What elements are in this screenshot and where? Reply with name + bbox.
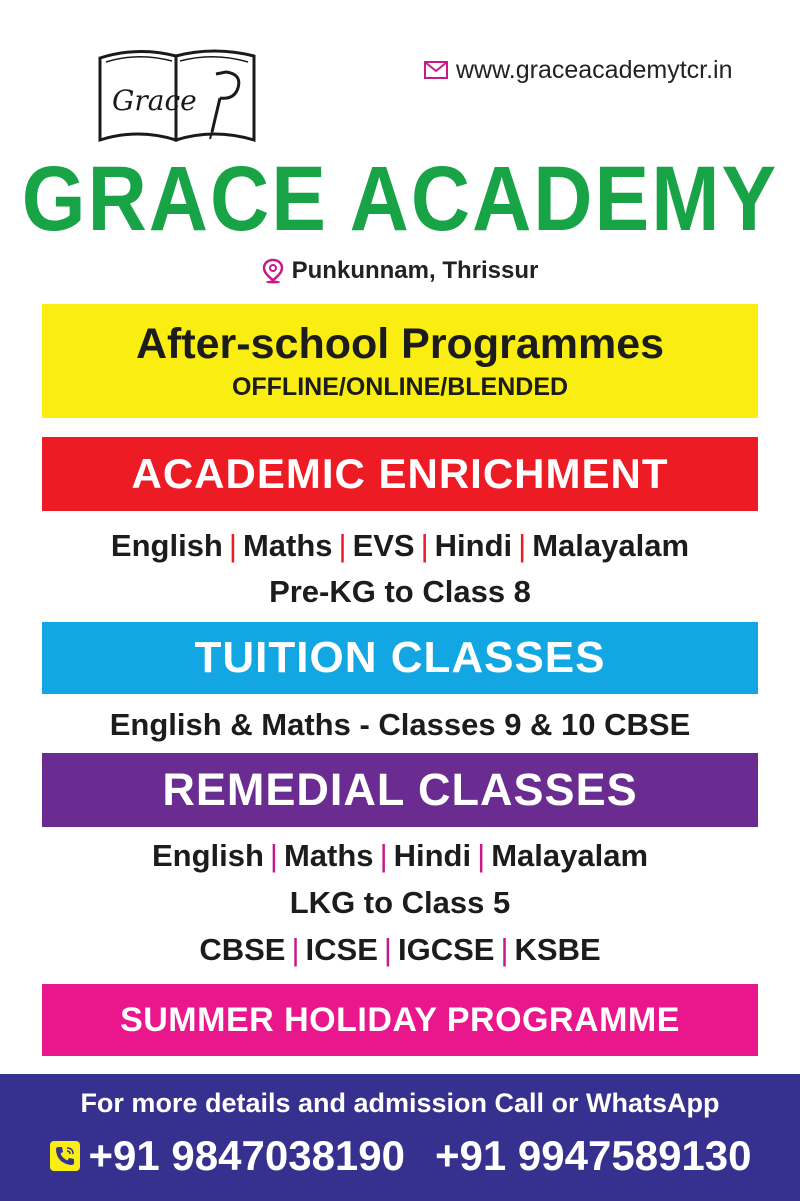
subject: English [151,838,264,873]
location-text: Punkunnam, Thrissur [291,257,539,284]
phone-2[interactable] [435,1132,752,1180]
academic-enrichment-banner: ACADEMIC ENRICHMENT [42,437,758,511]
mail-icon [424,61,448,79]
board: IGCSE [397,932,495,967]
remedial-boards: CBSE | ICSE | IGCSE | KSBE [199,932,601,967]
location-pin-icon [262,258,284,284]
remedial-subjects: English | Maths | Hindi | Malayalam [151,838,649,873]
after-school-banner [42,304,758,418]
remedial-range: LKG to Class 5 [289,885,511,920]
remedial-banner: REMEDIAL CLASSES [42,753,758,827]
after-school-heading: After-school Programmes [135,320,665,368]
academic-subjects: English | Maths | EVS | Hindi | Malayalam [110,528,690,563]
location [0,254,800,288]
subject: Malayalam [532,528,690,563]
board: ICSE [305,932,378,967]
subject: Maths [242,528,333,563]
svg-text:Grace: Grace [112,84,197,117]
board: CBSE [199,932,286,967]
subject: Maths [283,838,374,873]
after-school-modes: OFFLINE/ONLINE/BLENDED [231,373,569,401]
tuition-banner: TUITION CLASSES [42,622,758,694]
website-text: www.graceacademytcr.in [456,55,733,84]
phone-numbers [0,1128,800,1184]
subject: Malayalam [491,838,649,873]
phone-call-icon [49,1140,81,1172]
phone-number: +91 9947589130 [435,1132,752,1179]
tuition-detail: English & Maths - Classes 9 & 10 CBSE [109,707,691,742]
subject: Hindi [434,528,513,563]
summer-programme-banner: SUMMER HOLIDAY PROGRAMME [42,984,758,1056]
contact-footer [0,1074,800,1201]
phone-1[interactable] [49,1132,406,1180]
subject: English [110,528,223,563]
contact-cta: For more details and admission Call or WhatsApp [80,1088,720,1118]
academy-title: GRACE ACADEMY [21,148,779,251]
subject: Hindi [393,838,472,873]
subject: EVS [352,528,415,563]
academy-logo [96,44,260,146]
board: KSBE [514,932,601,967]
phone-number: +91 9847038190 [88,1132,405,1179]
book-pen-icon [96,44,260,146]
website-link[interactable] [424,54,733,86]
academic-range: Pre-KG to Class 8 [269,574,531,609]
